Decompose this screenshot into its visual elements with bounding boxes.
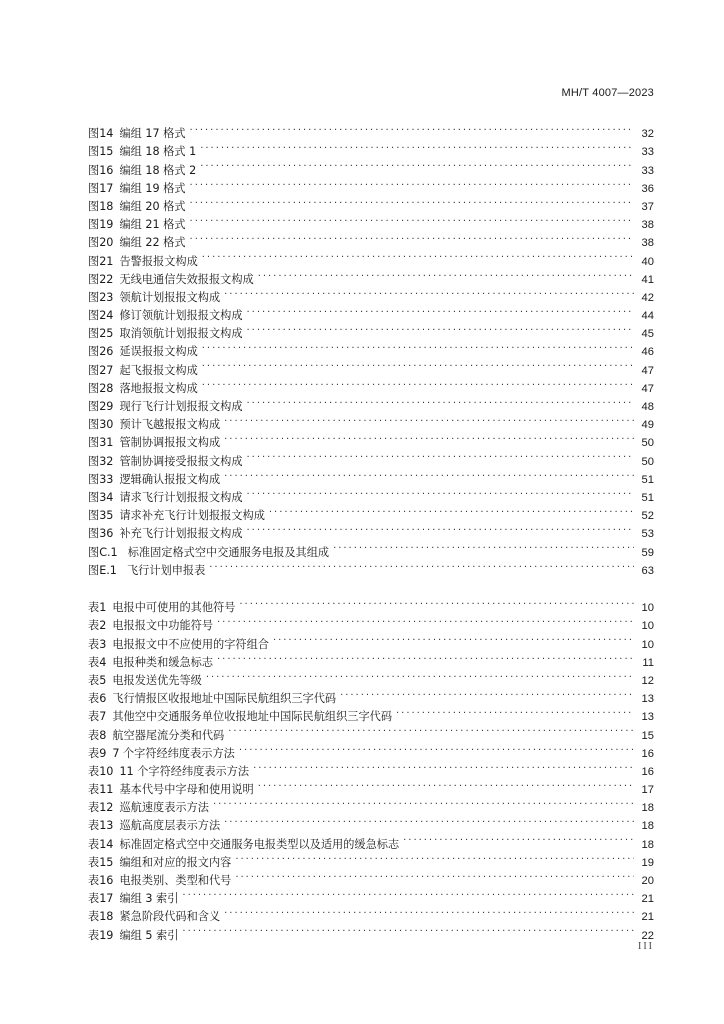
table-entry-title: 电报报文中功能符号 [112, 619, 214, 633]
dot-leader [258, 265, 634, 283]
table-entry-title: 7 个字符经纬度表示方法 [112, 746, 235, 760]
table-entry-page-number: 17 [641, 784, 654, 797]
figure-entry-title: 管制协调接受报报文构成 [119, 454, 243, 468]
figure-entry-title: 延误报报文构成 [119, 345, 198, 359]
figure-entry-label: 图30 [88, 418, 114, 432]
table-entry-label: 表9 [88, 746, 107, 760]
table-entry-label: 表7 [88, 710, 107, 724]
table-entry-page-number: 21 [641, 911, 654, 924]
dot-leader [235, 848, 634, 866]
dot-leader [273, 629, 634, 647]
figure-entry-title: 落地报报文构成 [119, 381, 198, 395]
dot-leader [247, 519, 634, 537]
figure-list [88, 119, 654, 577]
figure-entry-page-number: 37 [641, 200, 654, 213]
table-entry-label: 表13 [88, 819, 114, 833]
figure-entry-label: 图29 [88, 400, 114, 413]
figure-entry-label: 图C.1 [88, 545, 118, 559]
dot-leader [235, 866, 634, 884]
dot-leader [182, 884, 634, 902]
figure-entry-page-number: 50 [641, 455, 654, 468]
dot-leader [253, 757, 634, 775]
figure-entry-label: 图26 [88, 345, 114, 359]
table-entry-label: 表11 [88, 783, 114, 797]
figure-entry-page-number: 48 [641, 401, 654, 413]
figure-entry-page-number: 53 [641, 528, 654, 541]
figure-entry-label: 图35 [88, 509, 114, 523]
figure-entry-title: 取消领航计划报报文构成 [119, 327, 243, 341]
table-entry-title: 航空器尾流分类和代码 [112, 728, 225, 742]
table-entry-title: 编组 3 索引 [119, 892, 179, 906]
dot-leader [200, 155, 634, 173]
table-entry-label: 表3 [88, 637, 107, 651]
dot-leader [213, 793, 634, 811]
dot-leader [190, 119, 634, 137]
dot-leader [247, 392, 634, 410]
figure-entry-title: 起飞报报文构成 [119, 363, 198, 377]
figure-entry-label: 图28 [88, 381, 114, 395]
figure-entry-title: 编组 19 格式 [119, 181, 186, 195]
figure-entry-title: 请求飞行计划报报文构成 [119, 490, 243, 504]
table-entry-label: 表1 [88, 601, 107, 615]
figure-entry-title: 无线电通信失效报报文构成 [119, 272, 254, 286]
table-entry-title: 编组和对应的报文内容 [119, 855, 232, 869]
table-list [88, 593, 654, 942]
table-entry-page-number: 10 [641, 638, 654, 651]
figure-entry-title: 编组 18 格式 1 [119, 145, 197, 159]
figure-entry-page-number: 52 [641, 510, 654, 523]
dot-leader [182, 920, 634, 938]
figure-entry-page-number: 36 [641, 182, 654, 195]
figure-entry-title: 编组 20 格式 [119, 199, 186, 213]
figure-entry-title: 管制协调报报文构成 [119, 436, 221, 450]
table-entry-title: 电报报文中不应使用的字符组合 [112, 637, 269, 651]
figure-entry-label: 图17 [88, 181, 114, 195]
table-entry-title: 11 个字符经纬度表示方法 [119, 764, 250, 778]
table-entry-title: 编组 5 索引 [119, 928, 179, 942]
table-entry[interactable] [88, 593, 654, 615]
figure-entry-page-number: 42 [641, 291, 654, 304]
dot-leader [247, 301, 634, 319]
figure-entry-title: 编组 18 格式 2 [119, 163, 197, 177]
figure-entry-title: 请求补充飞行计划报报文构成 [119, 509, 265, 523]
dot-leader [269, 501, 634, 519]
figure-entry-page-number: 59 [641, 546, 654, 559]
figure-entry-title: 飞行计划申报表 [126, 563, 206, 577]
figure-entry[interactable] [88, 119, 654, 141]
figure-entry-page-number: 44 [641, 310, 654, 323]
table-entry-title: 紧急阶段代码和含义 [119, 910, 221, 924]
dot-leader [247, 319, 634, 337]
figure-entry-page-number: 49 [641, 419, 654, 432]
dot-leader [224, 283, 634, 301]
figure-entry-page-number: 63 [641, 564, 654, 577]
table-entry-page-number: 22 [641, 929, 654, 942]
figure-entry-title: 告警报报文构成 [119, 254, 198, 268]
table-entry-page-number: 18 [641, 802, 654, 815]
figure-entry-page-number: 33 [641, 164, 654, 177]
figure-entry-title: 标准固定格式空中交通服务电报及其组成 [127, 545, 330, 559]
dot-leader [224, 428, 634, 446]
dot-leader [206, 666, 634, 684]
dot-leader [190, 192, 634, 210]
table-entry-label: 表6 [88, 692, 107, 706]
figure-entry-title: 补充飞行计划报报文构成 [119, 527, 243, 541]
table-entry-page-number: 13 [641, 693, 654, 706]
figure-entry-label: 图18 [88, 199, 114, 213]
figure-entry-label: 图34 [88, 490, 114, 504]
figure-entry-page-number: 47 [641, 364, 654, 377]
figure-entry-title: 领航计划报报文构成 [119, 290, 221, 304]
figure-entry-title: 编组 17 格式 [119, 127, 186, 141]
figure-entry-page-number: 45 [641, 328, 654, 341]
figure-entry-label: 图E.1 [88, 563, 117, 577]
figure-entry-page-number: 38 [641, 237, 654, 250]
table-entry-title: 电报种类和缓急标志 [112, 655, 214, 669]
figure-entry-label: 图24 [88, 309, 114, 323]
figure-entry-label: 图31 [88, 436, 114, 450]
figure-entry-page-number: 51 [641, 491, 654, 504]
figure-entry-label: 图32 [88, 454, 114, 468]
figure-entry-title: 现行飞行计划报报文构成 [119, 400, 243, 413]
figure-entry-title: 编组 22 格式 [119, 236, 186, 250]
table-entry-title: 巡航速度表示方法 [119, 801, 209, 815]
figure-entry-label: 图22 [88, 272, 114, 286]
figure-entry-label: 图15 [88, 145, 114, 159]
dot-leader [396, 702, 634, 720]
table-entry-label: 表14 [88, 837, 114, 851]
dot-leader [333, 537, 634, 555]
dot-leader [224, 811, 634, 829]
dot-leader [224, 902, 634, 920]
table-entry-title: 标准固定格式空中交通服务电报类型以及适用的缓急标志 [119, 837, 400, 851]
figure-entry-page-number: 33 [641, 146, 654, 159]
dot-leader [228, 720, 634, 738]
dot-leader [224, 410, 634, 428]
dot-leader [239, 593, 634, 611]
table-entry-page-number: 18 [641, 820, 654, 833]
dot-leader [340, 684, 634, 702]
figure-entry-label: 图23 [88, 290, 114, 304]
table-entry-label: 表15 [88, 855, 114, 869]
figure-entry-page-number: 51 [641, 473, 654, 486]
dot-leader [247, 483, 634, 501]
table-entry-title: 电报中可使用的其他符号 [112, 601, 236, 615]
figure-entry-title: 编组 21 格式 [119, 218, 186, 232]
dot-leader [190, 210, 634, 228]
table-entry-label: 表2 [88, 619, 107, 633]
figure-entry-label: 图36 [88, 527, 114, 541]
document-code: MH/T 4007—2023 [561, 87, 654, 99]
table-entry-title: 基本代号中字母和使用说明 [119, 783, 254, 797]
table-entry-page-number: 11 [642, 656, 654, 669]
dot-leader [247, 446, 634, 464]
figure-entry-label: 图14 [88, 127, 114, 141]
dot-leader [258, 775, 634, 793]
dot-leader [217, 611, 634, 629]
table-entry-page-number: 21 [641, 893, 654, 906]
figure-entry-label: 图21 [88, 254, 114, 268]
table-entry-label: 表16 [88, 874, 114, 887]
table-entry-page-number: 19 [641, 856, 654, 869]
table-entry-page-number: 10 [641, 602, 654, 615]
table-entry-label: 表17 [88, 892, 114, 906]
figure-entry-label: 图20 [88, 236, 114, 250]
table-entry-page-number: 15 [641, 729, 654, 742]
table-entry-label: 表18 [88, 910, 114, 924]
dot-leader [217, 648, 634, 666]
table-entry-page-number: 20 [641, 875, 654, 887]
figure-entry-page-number: 46 [641, 346, 654, 359]
figure-entry-label: 图27 [88, 363, 114, 377]
table-entry-label: 表19 [88, 928, 114, 942]
dot-leader [224, 465, 634, 483]
figure-entry-page-number: 40 [641, 255, 654, 268]
dot-leader [209, 556, 634, 574]
dot-leader [202, 355, 634, 373]
figure-entry-label: 图19 [88, 218, 114, 232]
dot-leader [202, 246, 634, 264]
table-entry-page-number: 10 [641, 620, 654, 633]
figure-entry-label: 图25 [88, 327, 114, 341]
dot-leader [200, 137, 634, 155]
figure-entry-page-number: 32 [641, 128, 654, 141]
table-entry-label: 表10 [88, 764, 114, 778]
table-entry-title: 巡航高度层表示方法 [119, 819, 221, 833]
dot-leader [190, 228, 634, 246]
page-number: III [638, 941, 654, 952]
table-entry-page-number: 16 [641, 765, 654, 778]
figure-entry-label: 图16 [88, 163, 114, 177]
dot-leader [239, 739, 634, 757]
table-entry-label: 表8 [88, 728, 107, 742]
dot-leader [190, 174, 634, 192]
figure-entry-page-number: 47 [641, 382, 654, 395]
table-entry-title: 电报发送优先等级 [112, 673, 202, 687]
table-entry-page-number: 16 [641, 747, 654, 760]
dot-leader [202, 337, 634, 355]
table-entry-label: 表12 [88, 801, 114, 815]
figure-entry-page-number: 38 [641, 219, 654, 232]
dot-leader [403, 829, 634, 847]
figure-entry-title: 逻辑确认报报文构成 [119, 472, 221, 486]
figure-entry-page-number: 50 [641, 437, 654, 450]
figure-entry-page-number: 41 [641, 273, 654, 286]
table-entry-page-number: 18 [641, 838, 654, 851]
table-entry-title: 其他空中交通服务单位收报地址中国际民航组织三字代码 [112, 710, 393, 724]
dot-leader [202, 374, 634, 392]
figure-entry-title: 修订领航计划报报文构成 [119, 309, 243, 323]
table-entry-title: 飞行情报区收报地址中国际民航组织三字代码 [112, 692, 337, 706]
table-entry-label: 表5 [88, 673, 107, 687]
table-entry-page-number: 13 [641, 711, 654, 724]
table-entry-label: 表4 [88, 655, 107, 669]
table-entry-title: 电报类别、类型和代号 [119, 874, 232, 887]
figure-entry-title: 预计飞越报报文构成 [119, 418, 221, 432]
figure-entry-label: 图33 [88, 472, 114, 486]
table-entry-page-number: 12 [641, 674, 654, 687]
